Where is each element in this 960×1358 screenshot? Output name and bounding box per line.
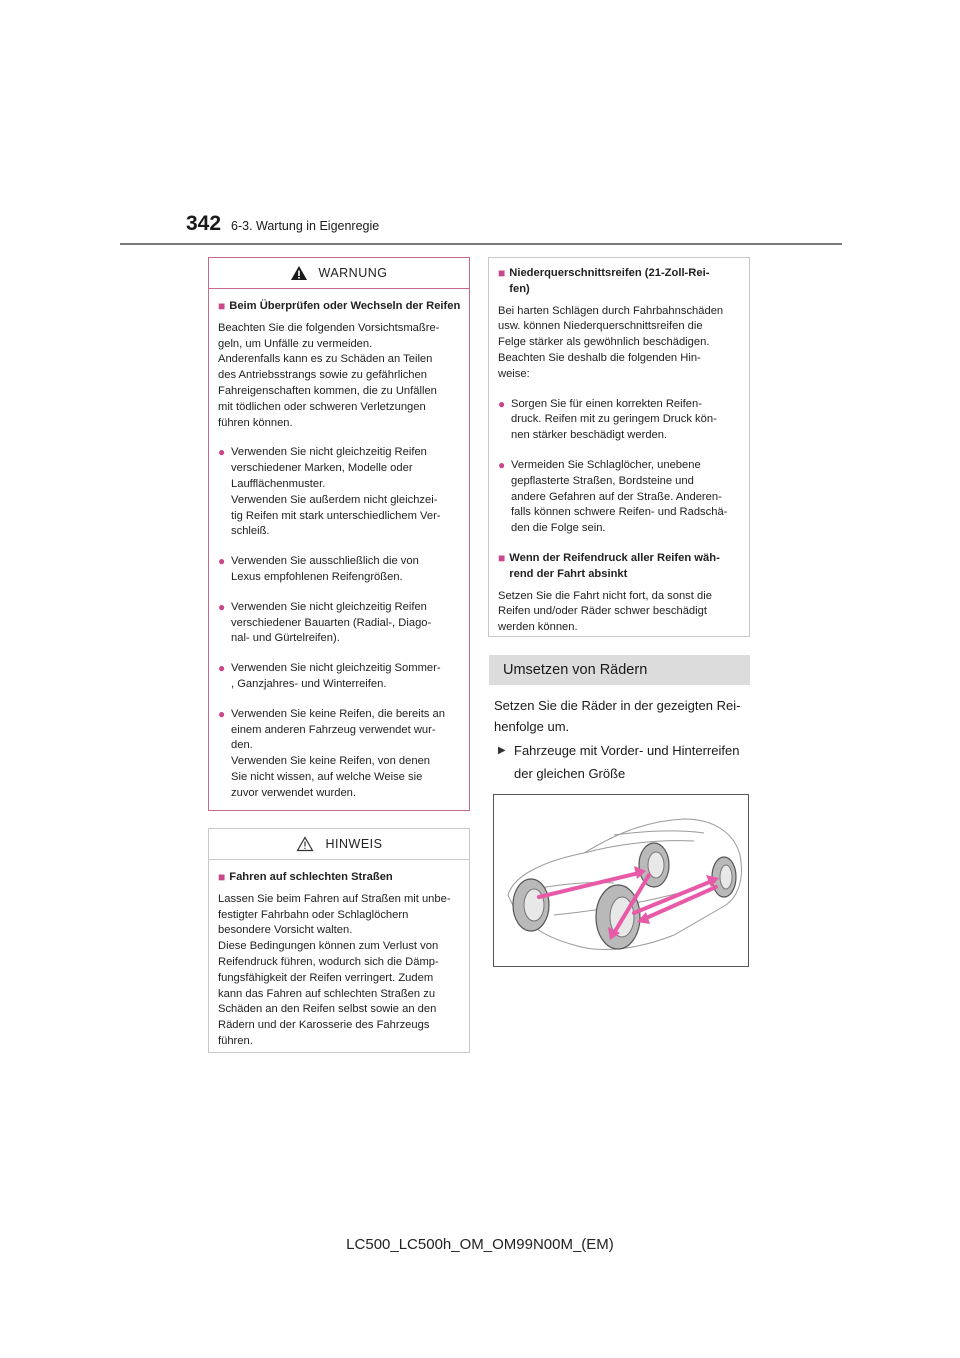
section-title: Umsetzen von Rädern [503, 662, 648, 678]
warning-box [208, 257, 470, 811]
bullet-dot-icon: ● [218, 445, 226, 460]
square-bullet-icon: ■ [498, 266, 506, 280]
bullet-dot-icon: ● [218, 661, 226, 676]
list-item: ● Sorgen Sie für einen korrekten Reifen- druck. Reifen mit zu geringem Druck kön- nen stärker beschädigt werden. [498, 397, 741, 444]
hint-heading [218, 870, 461, 886]
warning-content [209, 289, 469, 802]
hint-content [209, 860, 469, 1050]
square-bullet-icon: ■ [218, 299, 226, 313]
low-profile-content [489, 258, 749, 636]
section-reference: 6-3. Wartung in Eigenregie [231, 219, 380, 233]
square-bullet-icon: ■ [498, 550, 506, 565]
section-title-bar [489, 655, 750, 685]
section-body: Setzen Sie die Räder in der gezeigten Rei- henfolge um. [494, 698, 741, 734]
low-profile-text: Bei harten Schlägen durch Fahrbahnschäden usw. können Niederquerschnittsreifen die Felge stärker als gewöhnlich beschädigen. Beachten Sie deshalb die folgenden Hin- weise: [498, 304, 724, 380]
bullet-dot-icon: ● [218, 706, 226, 721]
pressure-loss-heading [498, 551, 741, 583]
low-profile-heading [498, 266, 741, 298]
header-divider [120, 243, 842, 245]
car-illustration [494, 795, 748, 966]
list-item: ● Verwenden Sie nicht gleichzeitig Reifen verschiedener Marken, Modelle oder Laufflächenmuster. Verwenden Sie außerdem nicht gleichzei- tig Reifen mit stark unterschiedlichem Ver- schleiß. [218, 445, 461, 540]
page-number: 342 [186, 212, 222, 235]
right-triangle-icon: ▶ [498, 745, 506, 756]
pressure-loss-heading-text: Wenn der Reifendruck aller Reifen wäh- rend der Fahrt absinkt [509, 551, 720, 580]
tire-rotation-figure [493, 794, 749, 967]
hint-title: HINWEIS [325, 837, 383, 851]
hint-header [209, 829, 469, 860]
list-item: ● Verwenden Sie nicht gleichzeitig Sommer- , Ganzjahres- und Winterreifen. [218, 661, 461, 693]
warning-heading [218, 299, 461, 315]
caution-triangle-icon [296, 836, 314, 852]
bullet-dot-icon: ● [498, 457, 506, 472]
hint-box [208, 828, 470, 1053]
list-item: ● Vermeiden Sie Schlaglöcher, unebene gepflasterte Straßen, Bordsteine und andere Gefahren auf der Straße. Anderen- falls können schwere Reifen- und Radschä- den die Folge sein. [498, 458, 741, 537]
warning-header [209, 258, 469, 289]
page-header [0, 0, 960, 250]
warning-intro: Beachten Sie die folgenden Vorsichtsmaßre- geln, um Unfälle zu vermeiden. Anderenfalls kann es zu Schäden an Teilen des Antriebsstrangs sowie zu gefährlichen Fahreigenschaften kommen, die zu Unfällen mit tödlichen oder schweren Verletzungen führen können. [218, 321, 440, 429]
low-profile-heading-text: Niederquerschnittsreifen (21-Zoll-Rei- fen) [509, 267, 710, 295]
bullet-dot-icon: ● [498, 396, 506, 411]
hint-heading-text: Fahren auf schlechten Straßen [229, 871, 393, 883]
hint-text: Lassen Sie beim Fahren auf Straßen mit unbe- festigter Fahrbahn oder Schlaglöchern besondere Vorsicht walten. Diese Bedingungen können zum Verlust von Reifendruck führen, wodurch sich die Dämp- fungsfähigkeit der Reifen verringert. Zudem kann das Fahren auf schlechten Straßen zu Schäden an den Reifen selbst sowie an den Rädern und der Karosserie des Fahrzeugs führen. [218, 892, 451, 1047]
warning-heading-text: Beim Überprüfen oder Wechseln der Reifen [229, 300, 461, 312]
list-item [498, 739, 758, 785]
square-bullet-icon: ■ [218, 870, 226, 884]
pressure-loss-text: Setzen Sie die Fahrt nicht fort, da sonst die Reifen und/oder Räder schwer beschädigt werden können. [498, 589, 712, 634]
footer [0, 1236, 960, 1253]
warning-triangle-icon [290, 265, 308, 281]
bullet-dot-icon: ● [218, 554, 226, 569]
list-item: ● Verwenden Sie nicht gleichzeitig Reifen verschiedener Bauarten (Radial-, Diago- nal- und Gürtelreifen). [218, 600, 461, 647]
arrow-item-text: Fahrzeuge mit Vorder- und Hinterreifen der gleichen Größe [514, 743, 740, 781]
warning-title: WARNUNG [318, 266, 388, 280]
bullet-dot-icon: ● [218, 599, 226, 614]
low-profile-tire-box [488, 257, 750, 637]
list-item: ● Verwenden Sie keine Reifen, die bereits an einem anderen Fahrzeug verwendet wur- den. Verwenden Sie keine Reifen, von denen Sie nicht wissen, auf welche Weise sie zuvor verwendet wurden. [218, 707, 461, 802]
list-item: ● Verwenden Sie ausschließlich die von Lexus empfohlenen Reifengrößen. [218, 554, 461, 586]
document-code: LC500_LC500h_OM_OM99N00M_(EM) [346, 1236, 614, 1253]
